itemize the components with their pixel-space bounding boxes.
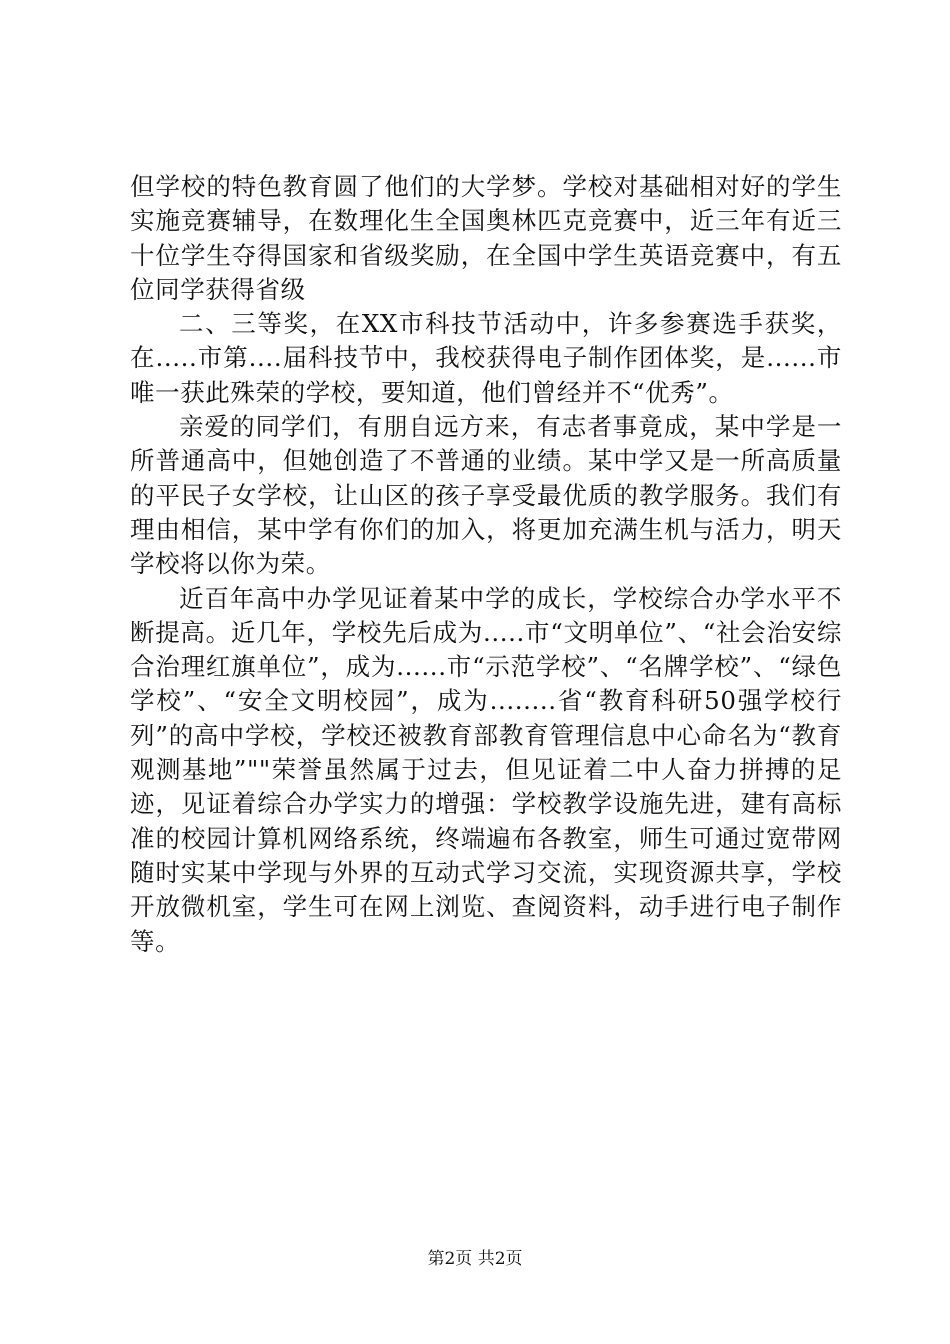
paragraph-3: 亲爱的同学们，有朋自远方来，有志者事竟成，某中学是一所普通高中，但她创造了不普通的业绩。某中学又是一所高质量的平民子女学校，让山区的孩子享受最优质的教学服务。我们有理由相信，某中学有你们的加入，将更加充满生机与活力，明天学校将以你为荣。 xyxy=(130,412,842,579)
paragraph-1: 但学校的特色教育圆了他们的大学梦。学校对基础相对好的学生实施竞赛辅导，在数理化生全国奥林匹克竞赛中，近三年有近三十位学生夺得国家和省级奖励，在全国中学生英语竞赛中，有五位同学获得省级 xyxy=(130,172,842,304)
paragraph-2: 二、三等奖，在XX市科技节活动中，许多参赛选手获奖，在.....市第....届科技节中，我校获得电子制作团体奖，是......市唯一获此殊荣的学校，要知道，他们曾经并不“优秀”。 xyxy=(130,309,842,407)
page-number: 第2页 共2页 xyxy=(427,1249,523,1269)
document-body xyxy=(130,170,842,959)
page-footer xyxy=(0,1244,950,1269)
paragraph-4: 近百年高中办学见证着某中学的成长，学校综合办学水平不断提高。近几年，学校先后成为.....市“文明单位”、“社会治安综合治理红旗单位”，成为......市“示范学校”、“名牌学校”、“绿色学校”、“安全文明校园”，成为........省“教育科研50强学校行列”的高中学校，学校还被教育部教育管理信息中心命名为“教育观测基地”""荣誉虽然属于过去，但见证着二中人奋力拼搏的足迹，见证着综合办学实力的增强：学校教学设施先进，建有高标准的校园计算机网络系统，终端遍布各教室，师生可通过宽带网随时实某中学现与外界的互动式学习交流，实现资源共享，学校开放微机室，学生可在网上浏览、查阅资料，动手进行电子制作等。 xyxy=(130,583,842,956)
